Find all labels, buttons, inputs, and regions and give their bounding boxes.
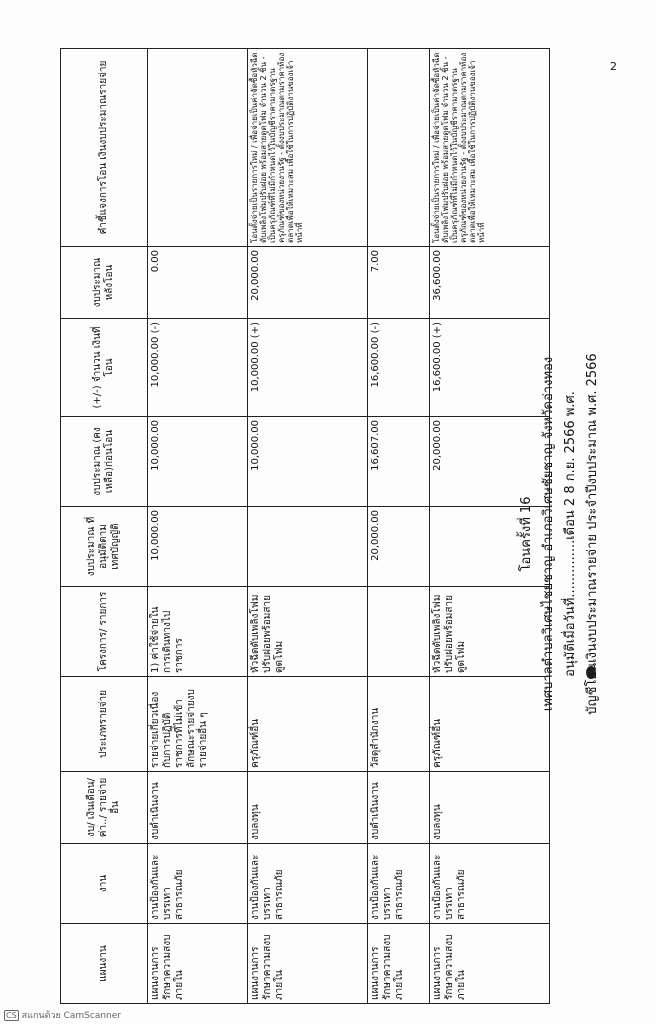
- cell-category: งบดำเนินงาน: [148, 772, 248, 844]
- table-row: [430, 49, 550, 1004]
- camscanner-badge: CS: [6, 1011, 17, 1020]
- cell-approved: 10,000.00: [148, 507, 248, 587]
- rotated-landscape-sheet: [0, 44, 656, 1024]
- cell-plan: แผนงานการรักษาความสงบภายใน: [148, 924, 248, 1004]
- cell-category: งบลงทุน: [430, 772, 550, 844]
- cell-amount: [430, 319, 550, 417]
- col-category: งบ/ เงินเดือน/ ค่า../ รายจ่ายอื่น: [61, 772, 148, 844]
- col-type: ประเภทรายจ่าย: [61, 677, 148, 772]
- col-after: งบประมาณ หลังโอน: [61, 247, 148, 319]
- cell-work: งานป้องกันและบรรเทาสาธารณภัย: [248, 844, 368, 924]
- cell-before: 10,000.00: [148, 417, 248, 507]
- table-row: [248, 49, 368, 1004]
- budget-transfer-table: [60, 48, 550, 1004]
- table-header-row: [61, 49, 148, 1004]
- scanner-watermark: [4, 1008, 121, 1022]
- cell-amount: [368, 319, 430, 417]
- amount-value: 16,600.00: [432, 341, 443, 393]
- document-title: บัญชีโอนเงินงบประมาณรายจ่าย ประจำปีงบประมาณ พ.ศ. 2566: [585, 353, 600, 715]
- table-row: [368, 49, 430, 1004]
- cell-category: งบลงทุน: [248, 772, 368, 844]
- cell-work: งานป้องกันและบรรเทาสาธารณภัย: [148, 844, 248, 924]
- amount-sign: (-): [370, 322, 381, 334]
- amount-sign: (-): [150, 322, 161, 334]
- col-amount: (+/-) จำนวน เงินที่โอน: [61, 319, 148, 417]
- cell-plan: แผนงานการรักษาความสงบภายใน: [248, 924, 368, 1004]
- amount-value: 10,000.00: [150, 336, 161, 388]
- cell-approved: 20,000.00: [368, 507, 430, 587]
- cell-type: รายจ่ายเกี่ยวเนื่องกับการปฏิบัติราชการที่ไม่เข้าลักษณะรายจ่ายงบรายจ่ายอื่น ๆ: [148, 677, 248, 772]
- cell-approved: [430, 507, 550, 587]
- cell-amount: [248, 319, 368, 417]
- col-plan: แผนงาน: [61, 924, 148, 1004]
- cell-plan: แผนงานการรักษาความสงบภายใน: [430, 924, 550, 1004]
- cell-before: 16,607.00: [368, 417, 430, 507]
- col-before: งบประมาณ (คงเหลือ)ก่อนโอน: [61, 417, 148, 507]
- col-project: โครงการ/ รายการ: [61, 587, 148, 677]
- organization-line: เทศบาลตำบลวิเศษไชยชาญ อำเภอวิเศษชัยชาญ จังหวัดอ่างทอง: [541, 356, 556, 712]
- col-work: งาน: [61, 844, 148, 924]
- cell-after: 36,600.00: [430, 247, 550, 319]
- cell-work: งานป้องกันและบรรเทาสาธารณภัย: [430, 844, 550, 924]
- cell-plan: แผนงานการรักษาความสงบภายใน: [368, 924, 430, 1004]
- cell-before: 10,000.00: [248, 417, 368, 507]
- amount-sign: (+): [250, 322, 261, 339]
- cell-after: 20,000.00: [248, 247, 368, 319]
- amount-value: 10,000.00: [250, 341, 261, 393]
- col-explain: คำชี้แจงการโอน เงินงบประมาณรายจ่าย: [61, 49, 148, 247]
- cell-type: ครุภัณฑ์อื่น: [248, 677, 368, 772]
- cell-explain: [368, 49, 430, 247]
- camscanner-text: สแกนด้วย CamScanner: [21, 1011, 121, 1021]
- cell-type: วัสดุสำนักงาน: [368, 677, 430, 772]
- cell-project: [368, 587, 430, 677]
- page-number: 2: [610, 60, 617, 73]
- cell-explain: โอนตั้งจ่ายเป็นรายการใหม่ / เพื่อจ่ายเป็นค่าจัดซื้อหัวฉีดดับเพลิงโฟมปรับฝอย พร้อมสายดูดโฟม จำนวน 2 ชิ้น - เป็นครุภัณฑ์ที่ไม่มีกำหนดไว้ในบัญชีราคามาตรฐานครุภัณฑ์ของหน่วยงานรัฐ - ตั้งงบประมาณตามราคาท้องตลาดเพื่อให้เหมาะสม เพื่อใช้ในการปฏิบัติงานของเจ้าหน้าที่: [430, 49, 550, 247]
- cell-type: ครุภัณฑ์อื่น: [430, 677, 550, 772]
- transfer-number: โอนครั้งที่ 16: [519, 496, 534, 572]
- cell-explain: [148, 49, 248, 247]
- cell-project: หัวฉีดดับเพลิงโฟมปรับฝอยพร้อมสายดูดโฟม: [430, 587, 550, 677]
- amount-sign: (+): [432, 322, 443, 339]
- cell-category: งบดำเนินงาน: [368, 772, 430, 844]
- cell-work: งานป้องกันและบรรเทาสาธารณภัย: [368, 844, 430, 924]
- cell-project: หัวฉีดดับเพลิงโฟมปรับฝอยพร้อมสายดูดโฟม: [248, 587, 368, 677]
- cell-after: 0.00: [148, 247, 248, 319]
- amount-value: 16,600.00: [370, 336, 381, 388]
- col-approved: งบประมาณ ที่อนุมัติตาม เทศบัญญัติ: [61, 507, 148, 587]
- cell-before: 20,000.00: [430, 417, 550, 507]
- cell-explain: โอนตั้งจ่ายเป็นรายการใหม่ / เพื่อจ่ายเป็นค่าจัดซื้อหัวฉีดดับเพลิงโฟมปรับฝอย พร้อมสายดูดโฟม จำนวน 2 ชิ้น - เป็นครุภัณฑ์ที่ไม่มีกำหนดไว้ในบัญชีราคามาตรฐานครุภัณฑ์ของหน่วยงานรัฐ - ตั้งงบประมาณตามราคาท้องตลาดเพื่อให้เหมาะสม เพื่อใช้ในการปฏิบัติงานของเจ้าหน้าที่: [248, 49, 368, 247]
- approval-line: อนุมัติเมื่อวันที่..............เดือน 2 8 ก.ย. 2566 พ.ศ.: [563, 391, 578, 677]
- cell-approved: [248, 507, 368, 587]
- cell-amount: [148, 319, 248, 417]
- cell-after: 7.00: [368, 247, 430, 319]
- cell-project: 1) ค่าใช้จ่ายในการเดินทางไปราชการ: [148, 587, 248, 677]
- table-row: [148, 49, 248, 1004]
